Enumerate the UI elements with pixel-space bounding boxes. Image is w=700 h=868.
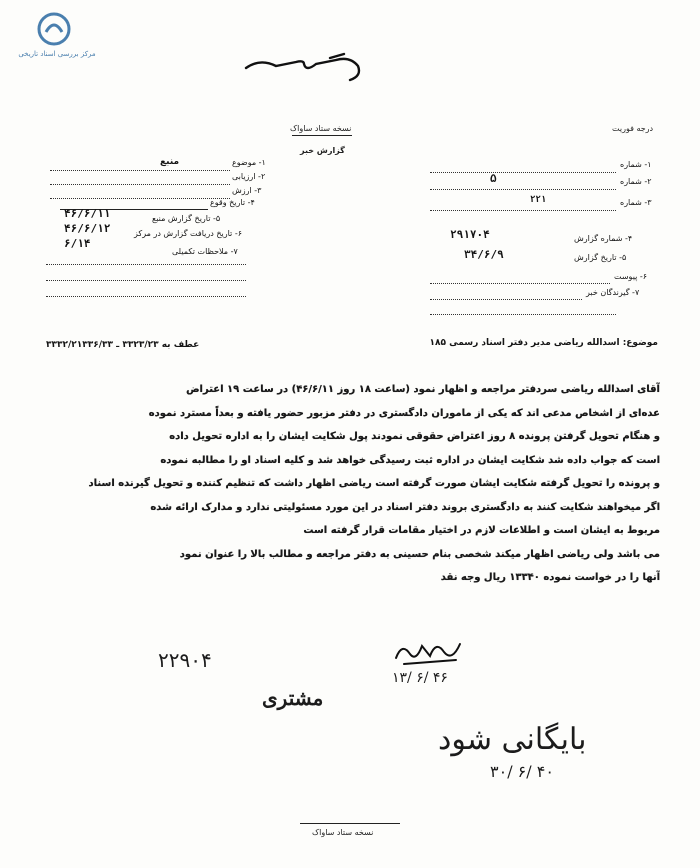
left-field-6-label: ۶- تاریخ دریافت گزارش در مرکز [134, 229, 243, 238]
left-field-7-label: ۷- ملاحظات تکمیلی [172, 247, 238, 256]
right-field-6-label: ۶- پیوست [614, 272, 648, 281]
right-field-2-label: ۲- شماره [620, 177, 652, 186]
right-field-2-value: ۵ [490, 172, 497, 185]
body-line: می باشد ولی ریاضی اظهار میکند شخصی بنام حسینی به دفتر مراجعه و مطالب بالا را عنوان نمود [179, 548, 660, 560]
left-field-1-label: ۱- موضوع [232, 158, 266, 167]
archive-logo [14, 12, 94, 72]
report-type: گزارش خبر [300, 146, 345, 155]
secret-stamp-scribble [240, 50, 380, 90]
handwritten-number: ۲۲۹۰۴ [158, 648, 212, 672]
body-line: آقای اسدالله ریاضی سردفتر مراجعه و اظهار نمود (ساعت ۱۸ روز ۴۶/۶/۱۱) در ساعت ۱۹ اعتراض [186, 384, 660, 395]
body-line: و هنگام تحویل گرفتن پرونده ۸ روز اعتراض حقوقی نمودند پول شکایت ایشان را به اداره تحویل داده [169, 431, 660, 442]
right-field-1-label: ۱- شماره [620, 160, 652, 169]
body-line: است که جواب داده شد شکایت ایشان در اداره ثبت رسیدگی خواهد شد و کلیه اسناد او را مطالبه نموده [160, 454, 660, 466]
archive-emblem-icon [37, 12, 71, 46]
body-line: اگر میخواهند شکایت کنند به دادگستری بروند دفتر اسناد در این مورد مسئولیتی ندارد و مدارک ارائه شده [150, 501, 660, 513]
left-field-5-value: ۴۶/۶/۱۱ [64, 207, 111, 220]
left-field-5-label: ۵- تاریخ گزارش منبع [152, 214, 221, 223]
left-field-3-label: ۳- ارزش [232, 186, 262, 195]
right-field-4-value: ۲۹۱۷۰۴ [450, 228, 490, 241]
footer-copy-note: نسخه ستاد ساواک [312, 828, 374, 837]
signature-scribble-icon [390, 634, 470, 668]
handwritten-name: مشتری [262, 686, 324, 710]
subject-text: اسدالله ریاضی مدیر دفتر اسناد رسمی ۱۸۵ [429, 338, 620, 348]
left-field-4-label: ۴- تاریخ وقوع [210, 198, 255, 207]
right-field-5-label: ۵- تاریخ گزارش [574, 253, 627, 262]
right-field-5-value: ۳۴/۶/۹ [464, 248, 504, 261]
body-line: عده‌ای از اشخاص مدعی اند که یکی از ماموران دادگستری در دفتر مزبور حضور یافته و بعداً مسترد نموده [148, 407, 660, 419]
right-field-3-label: ۳- شماره [620, 198, 652, 207]
archive-instruction: بایگانی شود [438, 722, 587, 757]
subject-line [368, 338, 658, 348]
right-field-4-label: ۴- شماره گزارش [574, 234, 633, 243]
report-body [42, 378, 660, 590]
archive-logo-text: مرکز بررسی اسناد تاریخی [18, 50, 96, 58]
handwritten-date: ۱۳/ ۶/ ۴۶ [392, 670, 448, 686]
right-field-3-value: ۲۲۱ [530, 195, 547, 205]
body-line: مربوط به ایشان است و اطلاعات لازم در اختیار مقامات قرار گرفته است [303, 525, 660, 536]
body-line: آنها را در خواست نموده ۱۳۳۴۰ ریال وجه نقد [440, 572, 660, 583]
archive-number: ۳۰/ ۶/ ۴۰ [490, 762, 554, 781]
urgency-label: درجه فوریت [612, 124, 654, 133]
left-field-6-value: ۴۶/۶/۱۲ [64, 222, 111, 235]
left-field-7-value: ۶/۱۴ [64, 237, 91, 250]
copy-note-top: نسخه ستاد ساواک [290, 124, 352, 133]
reference-number: عطف به ۳۳۲۳/۲۳ ـ ۳۳۳۲/۲۱۳۳۶/۳۳ [46, 340, 200, 350]
left-field-1-value: منبع [160, 157, 180, 167]
subject-label: موضوع: [622, 338, 658, 348]
body-line: و پرونده را تحویل گرفته شکایت ایشان صورت گرفته است ریاضی اظهار داشت که تنظیم کننده و تحویل گیرنده اسناد [88, 478, 660, 489]
classification-heading [240, 50, 380, 100]
right-field-7-label: ۷- گیرندگان خبر [586, 288, 640, 297]
left-field-2-label: ۲- ارزیابی [232, 172, 266, 181]
signature [390, 634, 470, 672]
